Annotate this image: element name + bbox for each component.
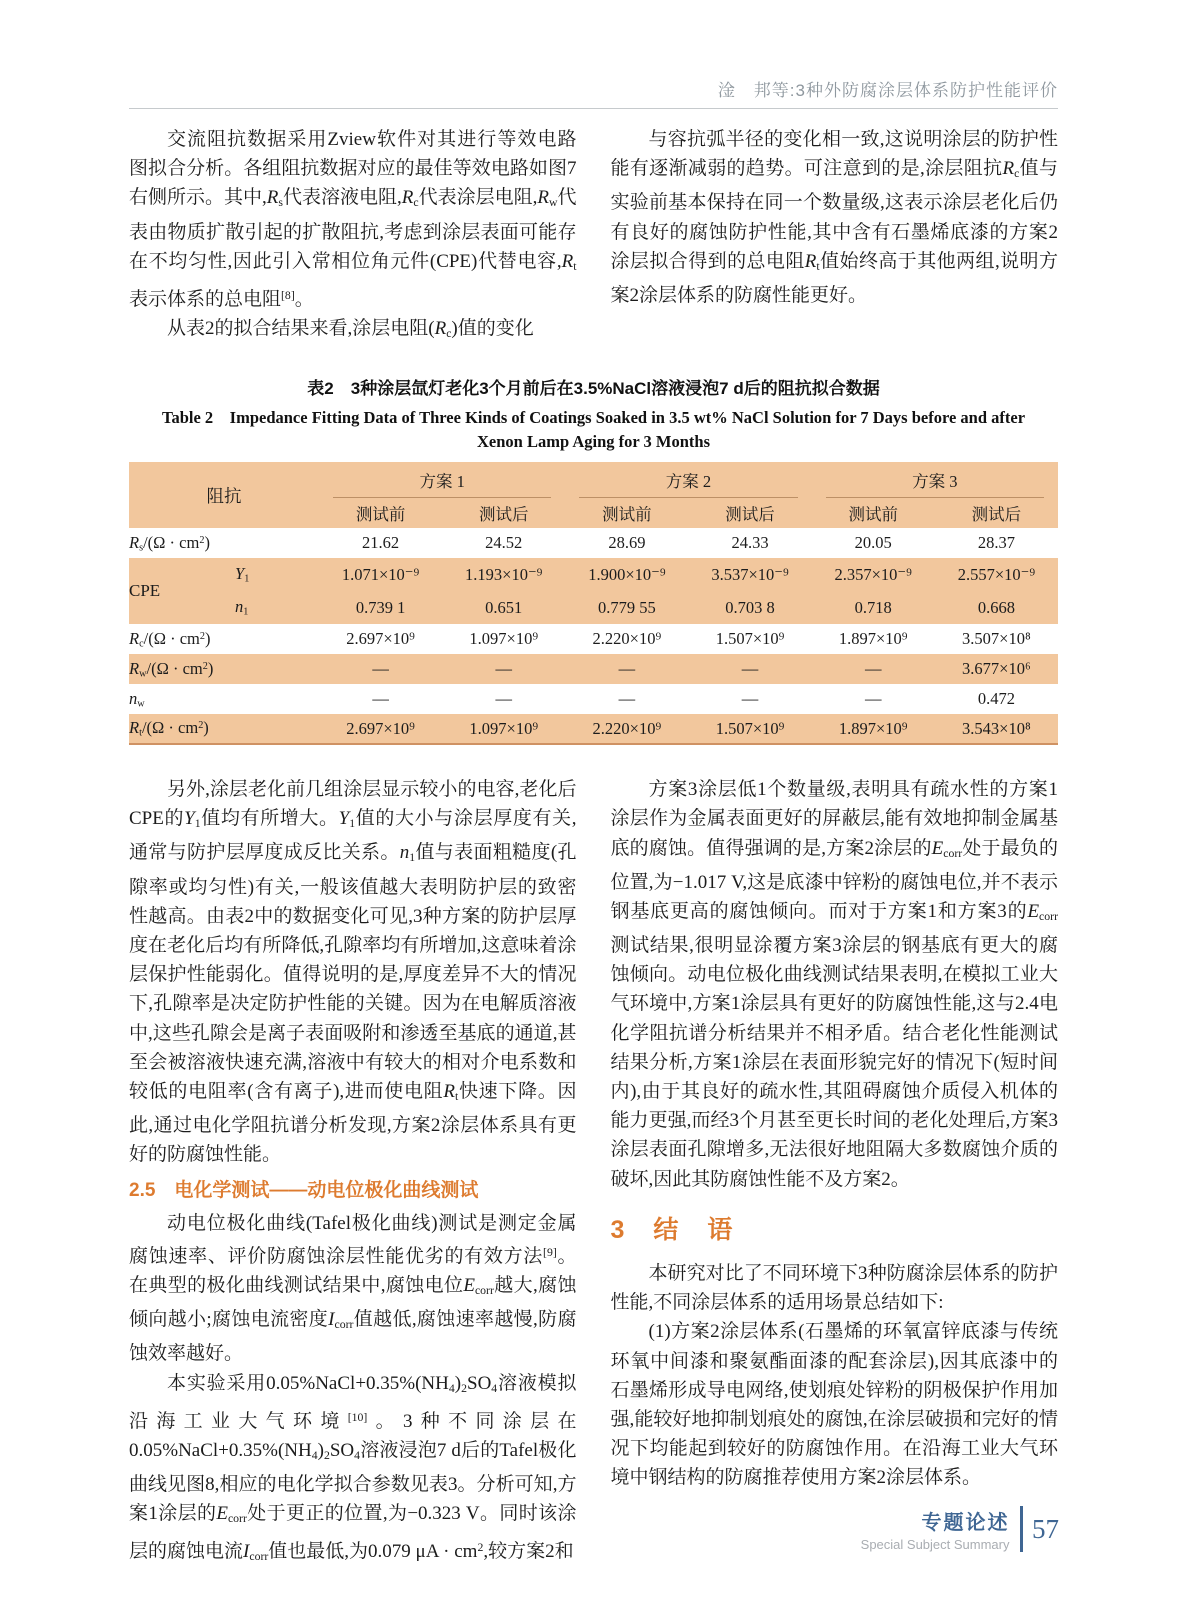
section-heading-2-5: 2.5 电化学测试——动电位极化曲线测试 [129, 1179, 479, 1201]
section-heading-3: 3 结 语 [610, 1215, 735, 1244]
top-left-column [129, 125, 577, 348]
top-columns [129, 125, 1058, 348]
cell: — [372, 689, 389, 709]
cell: — [618, 689, 636, 709]
col-header-impedance: 阻抗 [129, 462, 319, 528]
row-label-rw: $R_w/(\Omega \cdot cm^2)$ [129, 654, 319, 684]
cell: 1.193×10⁻⁹ [442, 558, 565, 591]
col-header-scheme1: 方案 1 [319, 462, 565, 498]
cell: 1.897×10⁹ [838, 629, 908, 649]
impedance-table [129, 462, 1058, 745]
row-sublabel-y1: $Y_1$ [235, 558, 319, 591]
cell: 3.543×10⁸ [935, 714, 1058, 744]
top-right-column [611, 125, 1059, 348]
cell: 2.697×10⁹ [319, 714, 442, 744]
cell: 3.537×10⁻⁹ [688, 558, 811, 591]
header-rule [129, 108, 1058, 109]
cell: — [495, 689, 512, 709]
cell: 1.900×10⁻⁹ [565, 558, 688, 591]
table-row-rt [129, 714, 1058, 744]
cell: 2.697×10⁹ [346, 629, 415, 649]
bottom-columns [129, 775, 1058, 1571]
footer-divider-bar [1020, 1506, 1024, 1552]
table2-block [129, 374, 1058, 745]
paragraph: 从表2的拟合结果来看,涂层电阻$(R_c)$值的变化 [167, 317, 534, 340]
row-label-cpe: CPE [129, 558, 235, 624]
cell: 20.05 [854, 533, 892, 553]
paragraph: 方案3涂层低1个数量级,表明具有疏水性的方案1涂层作为金属表面更好的屏蔽层,能有效地抑制金属基底的腐蚀。值得强调的是,方案2涂层的$E_{corr}$处于最负的位置,为−1.017 V,这是底漆中锌粉的腐蚀电位,并不表示钢基底更高的腐蚀倾向。而对于方案1和方案3的$E_{corr}$测试结果,很明显涂覆方案3涂层的钢基底有更大的腐蚀倾向。动电位极化曲线测试结果表明,在模拟工业大气环境中,方案1涂层具有更好的防腐蚀性能,这与2.4电化学阻抗谱分析结果并不相矛盾。结合老化性能测试结果分析,方案1涂层在表面形貌完好的情况下(短时间内),由于其良好的疏水性,其阻碍腐蚀介质侵入机体的能力更强,而经3个月甚至更长时间的老化处理后,方案3涂层表面孔隙增多,无法很好地阻隔大多数腐蚀介质的破坏,因此其防腐蚀性能不及方案2。 [610, 779, 1058, 1190]
cell: 2.220×10⁹ [592, 629, 662, 649]
paragraph: 动电位极化曲线(Tafel极化曲线)测试是测定金属腐蚀速率、评价防腐蚀涂层性能优劣的有效方法[9]。在典型的极化曲线测试结果中,腐蚀电位$E_{corr}$越大,腐蚀倾向越小;腐蚀电流密度$I_{corr}$值越低,腐蚀速率越慢,防腐蚀效率越好。 [129, 1212, 577, 1365]
col-header-scheme3: 方案 3 [812, 462, 1058, 498]
cell: — [864, 689, 882, 709]
cell: 28.69 [608, 533, 646, 553]
table-row-nw [129, 684, 1058, 714]
row-label-rt: $R_t/(\Omega \cdot cm^2)$ [129, 714, 319, 744]
row-label-nw: $n_w$ [129, 688, 145, 710]
row-sublabel-n1: $n_1$ [235, 591, 319, 624]
col-header-before: 测试前 [565, 498, 688, 528]
cell: 0.779 55 [565, 591, 688, 624]
cell: 3.677×10⁶ [935, 654, 1058, 684]
table-row-rw [129, 654, 1058, 684]
table-row-cpe-y1 [129, 558, 1058, 591]
cell: 3.507×10⁸ [962, 629, 1031, 649]
cell: — [565, 654, 688, 684]
row-label-rc: $R_c/(\Omega \cdot cm^2)$ [129, 628, 211, 650]
col-header-before: 测试前 [319, 498, 442, 528]
paragraph: 交流阻抗数据采用Zview软件对其进行等效电路图拟合分析。各组阻抗数据对应的最佳等效电路如图7右侧所示。其中$,R_s$代表溶液电阻$,R_c$代表涂层电阻$,R_w$代表由物质扩散引起的扩散阻抗,考虑到涂层表面可能存在不均匀性,因此引入常相位角元件(CPE)代替电容$,R_t$表示体系的总电阻[8]。 [129, 129, 577, 310]
cell: — [442, 654, 565, 684]
cell: 1.097×10⁹ [442, 714, 565, 744]
bottom-left-column [129, 775, 577, 1571]
col-header-after: 测试后 [688, 498, 811, 528]
cell: — [688, 654, 811, 684]
cell: 0.472 [977, 689, 1015, 709]
paragraph: 另外,涂层老化前几组涂层显示较小的电容,老化后CPE的$Y_1$值均有所增大。$Y_1$值的大小与涂层厚度有关,通常与防护层厚度成反比关系。$n_1$值与表面粗糙度(孔隙率或均匀性)有关,一般该值越大表明防护层的致密性越高。由表2中的数据变化可见,3种方案的防护层厚度在老化后均有所降低,孔隙率均有所增加,这意味着涂层保护性能弱化。值得说明的是,厚度差异不大的情况下,孔隙率是决定防护性能的关键。因为在电解质溶液中,这些孔隙会是离子表面吸附和渗透至基底的通道,甚至会被溶液快速充满,溶液中有较大的相对介电系数和较低的电阻率(含有离子),进而使电阻$R_t$快速下降。因此,通过电化学阻抗谱分析发现,方案2涂层体系具有更好的防腐蚀性能。 [129, 779, 577, 1166]
cell: 1.897×10⁹ [812, 714, 935, 744]
cell: 1.097×10⁹ [469, 629, 539, 649]
cell: 24.52 [485, 533, 523, 553]
row-label-rs: $R_s/(\Omega \cdot cm^2)$ [129, 532, 210, 554]
page-number: 57 [1032, 1513, 1059, 1544]
paragraph: (1)方案2涂层体系(石墨烯的环氧富锌底漆与传统环氧中间漆和聚氨酯面漆的配套涂层),因其底漆中的石墨烯形成导电网络,使划痕处锌粉的阴极保护作用加强,能较好地抑制划痕处的腐蚀,在涂层破损和完好的情况下均能起到较好的防腐蚀作用。在沿海工业大气环境中钢结构的防腐推荐使用方案2涂层体系。 [610, 1321, 1058, 1489]
table-title-en-line2: Xenon Lamp Aging for 3 Months [476, 432, 711, 452]
cell: 0.718 [812, 591, 935, 624]
table-row-rc [129, 624, 1058, 654]
cell: 2.357×10⁻⁹ [812, 558, 935, 591]
footer-section-en: Special Subject Summary [860, 1537, 1010, 1552]
cell: 1.507×10⁹ [715, 629, 785, 649]
table-row-cpe-n1 [129, 591, 1058, 624]
cell: 0.703 8 [688, 591, 811, 624]
cell: — [319, 654, 442, 684]
cell: — [812, 654, 935, 684]
cell: 1.507×10⁹ [688, 714, 811, 744]
cell: 0.739 1 [319, 591, 442, 624]
paragraph: 与容抗弧半径的变化相一致,这说明涂层的防护性能有逐渐减弱的趋势。可注意到的是,涂层阻抗$R_c$值与实验前基本保持在同一个数量级,这表示涂层老化后仍有良好的腐蚀防护性能,其中含有石墨烯底漆的方案2涂层拟合得到的总电阻$R_t$值始终高于其他两组,说明方案2涂层体系的防腐性能更好。 [610, 129, 1058, 306]
col-header-after: 测试后 [935, 498, 1058, 528]
table-row-rs [129, 528, 1058, 558]
cell: 2.220×10⁹ [565, 714, 688, 744]
footer-section-labels [861, 1506, 1010, 1552]
cell: 28.37 [977, 533, 1015, 553]
paragraph: 本实验采用$0.05\%NaCl+0.35\%(NH_4)_2SO_4$溶液模拟沿海工业大气环境[10]。3种不同涂层在$0.05\%NaCl+0.35\%(NH_4)_2SO_4$溶液浸泡7 d后的Tafel极化曲线见图8,相应的电化学拟合参数见表3。分析可知,方案1涂层的$E_{corr}$处于更正的位置,为−0.323 V。同时该涂层的腐蚀电流$I_{corr}$值也最低,为0.079 $\mu A \cdot cm^2$,较方案2和 [129, 1372, 577, 1564]
cell: 0.651 [442, 591, 565, 624]
cell: 1.071×10⁻⁹ [319, 558, 442, 591]
cell: 0.668 [935, 591, 1058, 624]
footer-section-zh: 专题论述 [921, 1512, 1010, 1534]
cell: 2.557×10⁻⁹ [935, 558, 1058, 591]
cell: 24.33 [731, 533, 769, 553]
cell: 21.62 [362, 533, 400, 553]
col-header-before: 测试前 [812, 498, 935, 528]
table-header-row-groups [129, 462, 1058, 498]
table-title-zh: 表2 3种涂层氙灯老化3个月前后在3.5%NaCl溶液浸泡7 d后的阻抗拟合数据 [307, 379, 880, 399]
page-footer [861, 1506, 1059, 1552]
cell: — [741, 689, 759, 709]
paragraph: 本研究对比了不同环境下3种防腐涂层体系的防护性能,不同涂层体系的适用场景总结如下: [610, 1263, 1058, 1314]
bottom-right-column [611, 775, 1059, 1571]
col-header-scheme2: 方案 2 [565, 462, 811, 498]
table-title-en-line1: Table 2 Impedance Fitting Data of Three Kinds of Coatings Soaked in 3.5 wt% NaCl Solution for 7 Days before and after [161, 408, 1026, 428]
col-header-after: 测试后 [442, 498, 565, 528]
running-head: 淦 邦等:3种外防腐涂层体系防护性能评价 [717, 81, 1058, 100]
